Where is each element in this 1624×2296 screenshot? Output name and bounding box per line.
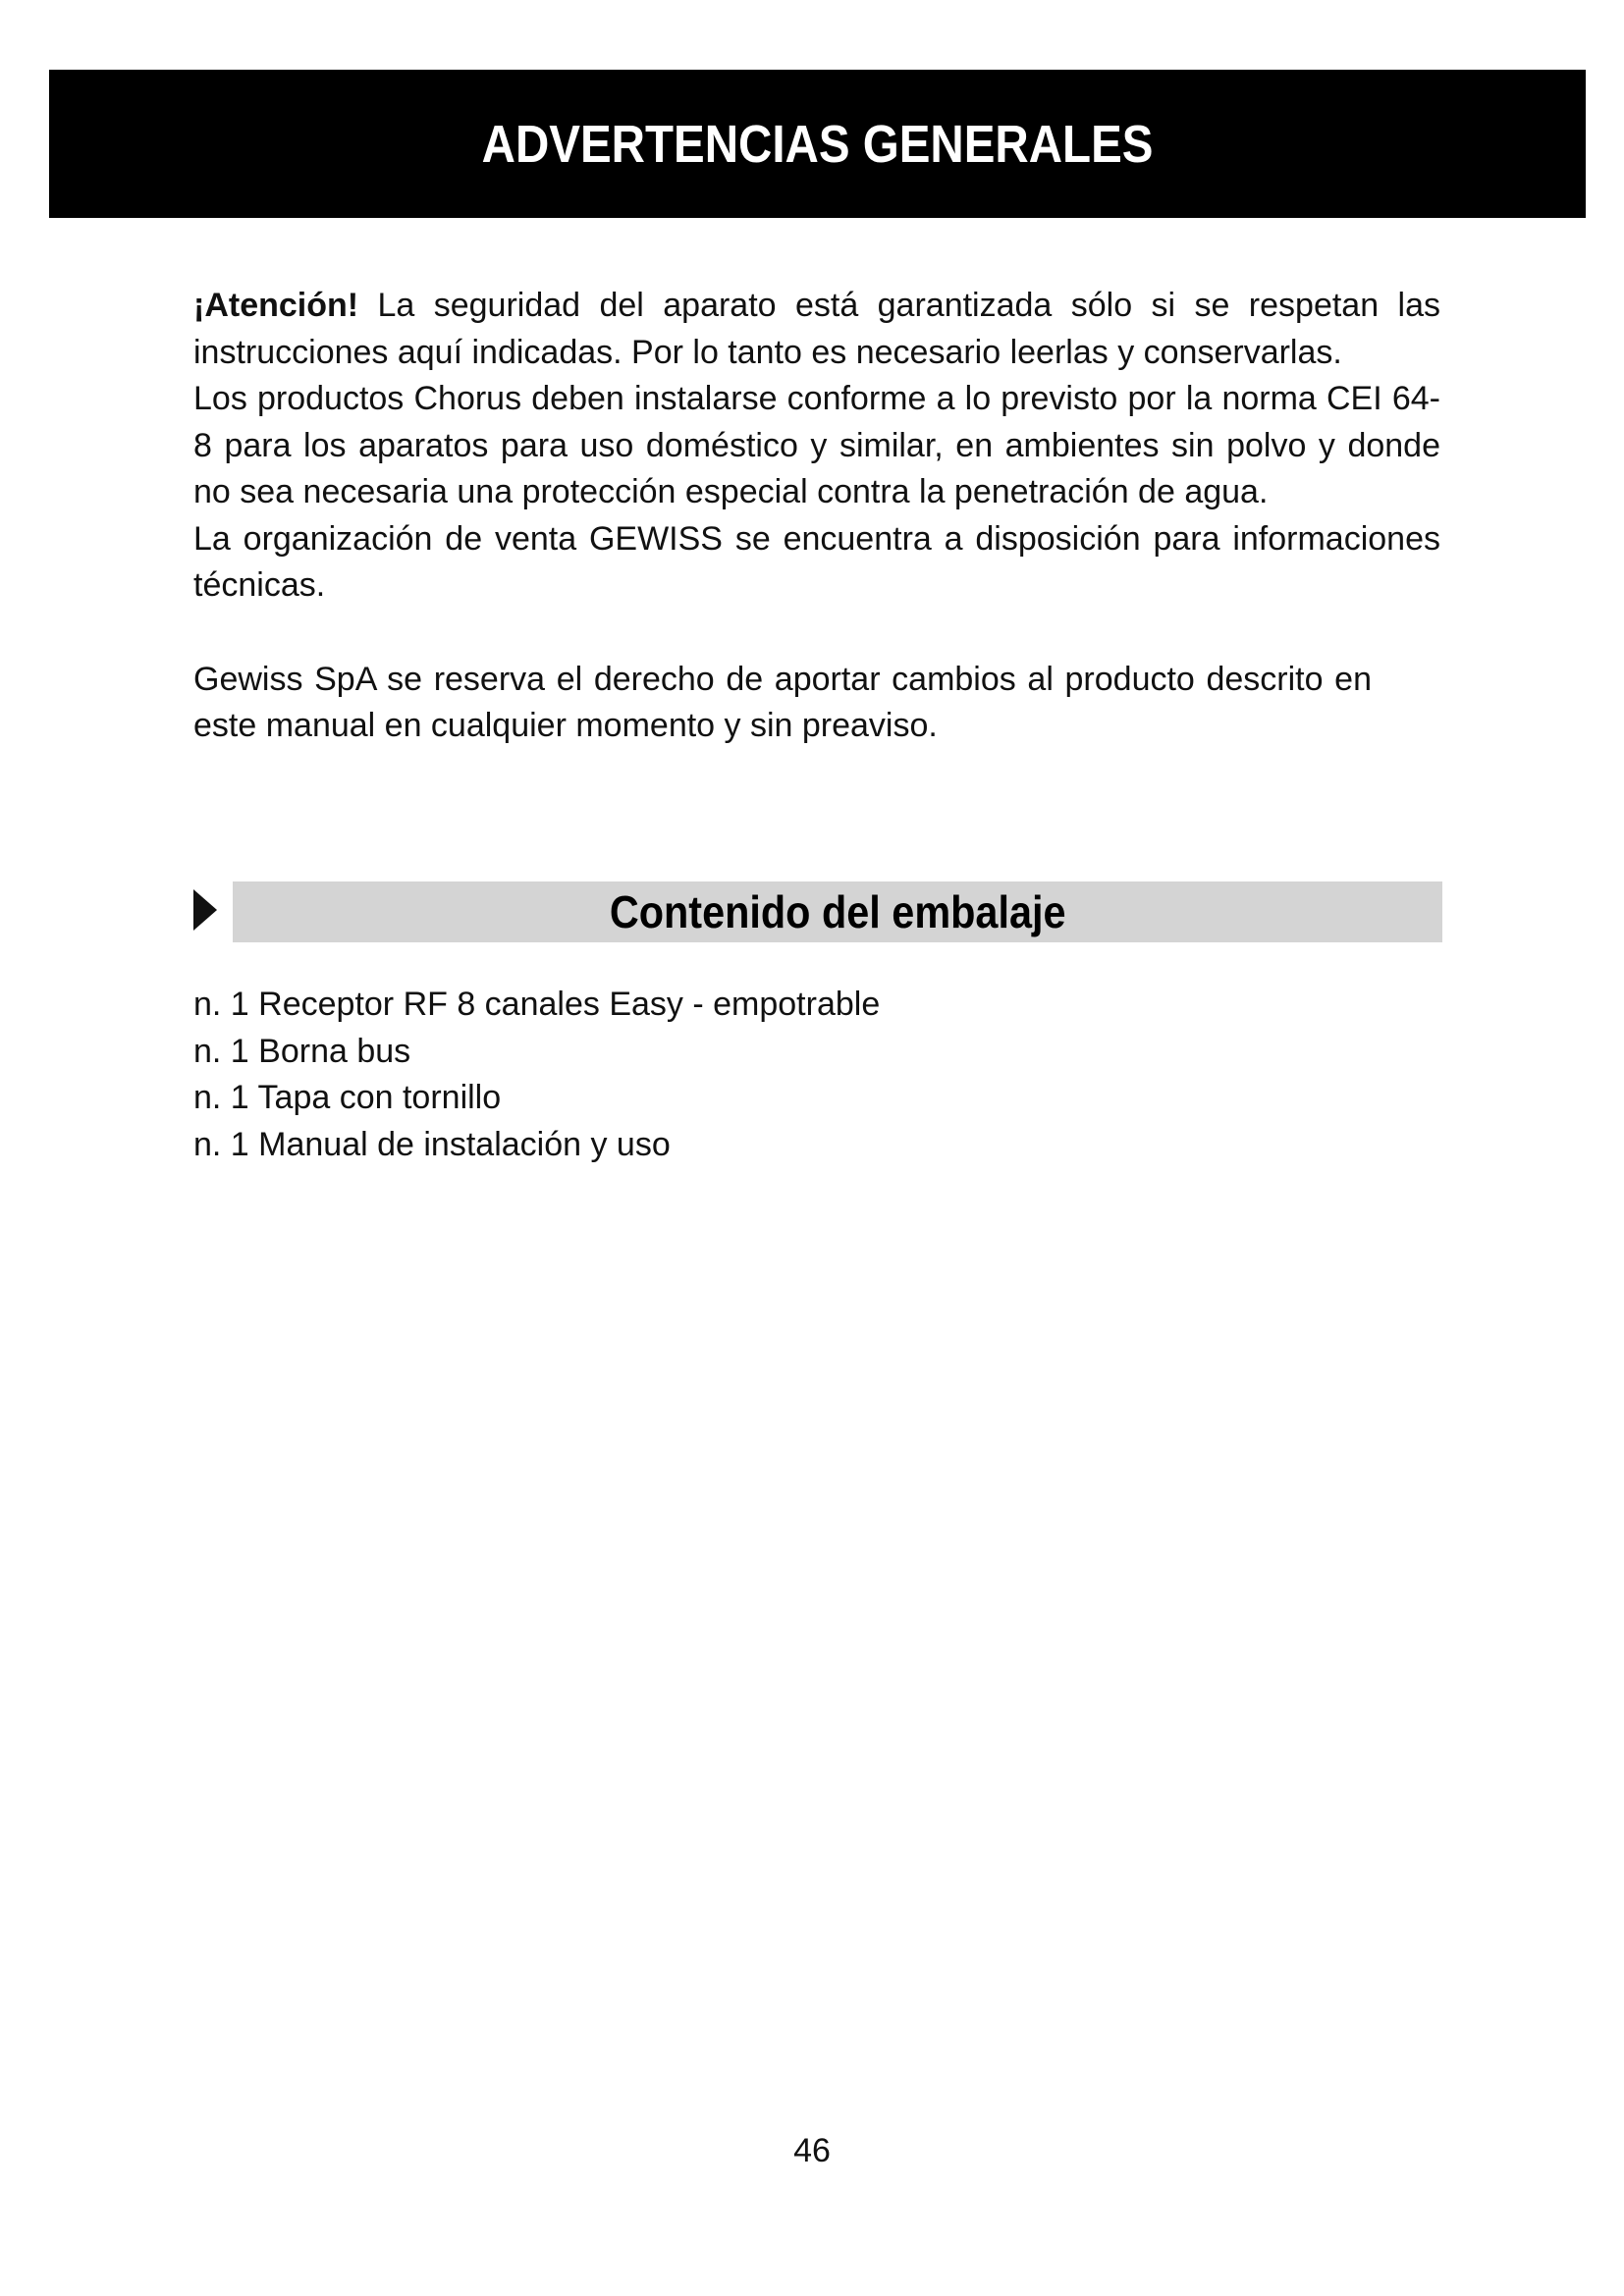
warning-text: La seguridad del aparato está garantizada sólo si se respetan las: [358, 287, 1440, 324]
list-item: n. 1 Receptor RF 8 canales Easy - empotrable: [193, 986, 881, 1023]
warning-paragraph-1-line-1: [193, 283, 1440, 330]
warning-paragraph-1-line-2: instrucciones aquí indicadas. Por lo tanto es necesario leerlas y conservarlas.: [193, 333, 1342, 371]
section-arrow-icon: [193, 889, 217, 931]
package-contents-header: [193, 881, 1442, 942]
reservation-paragraph: Gewiss SpA se reserva el derecho de aportar cambios al producto descrito en este manual en cualquier momento y sin preaviso.: [193, 660, 1372, 744]
section-title: Contenido del embalaje: [609, 886, 1066, 937]
page-title: ADVERTENCIAS GENERALES: [481, 114, 1154, 174]
installation-paragraph: Los productos Chorus deben instalarse conforme a lo previsto por la norma CEI 64-8 para los aparatos para uso doméstico y similar, en ambientes sin polvo y donde no sea necesaria una protección especial contra la penetración de agua.: [193, 380, 1440, 510]
page-number: 46: [793, 2132, 831, 2169]
list-item: n. 1 Manual de instalación y uso: [193, 1125, 671, 1163]
section-title-bar: [233, 881, 1442, 942]
sales-paragraph: La organización de venta GEWISS se encuentra a disposición para informaciones técnicas.: [193, 519, 1440, 604]
header-banner: [49, 70, 1586, 218]
list-item: n. 1 Borna bus: [193, 1032, 411, 1070]
list-item: n. 1 Tapa con tornillo: [193, 1079, 502, 1116]
package-contents-list: [193, 982, 880, 1168]
general-warnings: [193, 283, 1440, 750]
attention-label: ¡Atención!: [193, 287, 359, 324]
